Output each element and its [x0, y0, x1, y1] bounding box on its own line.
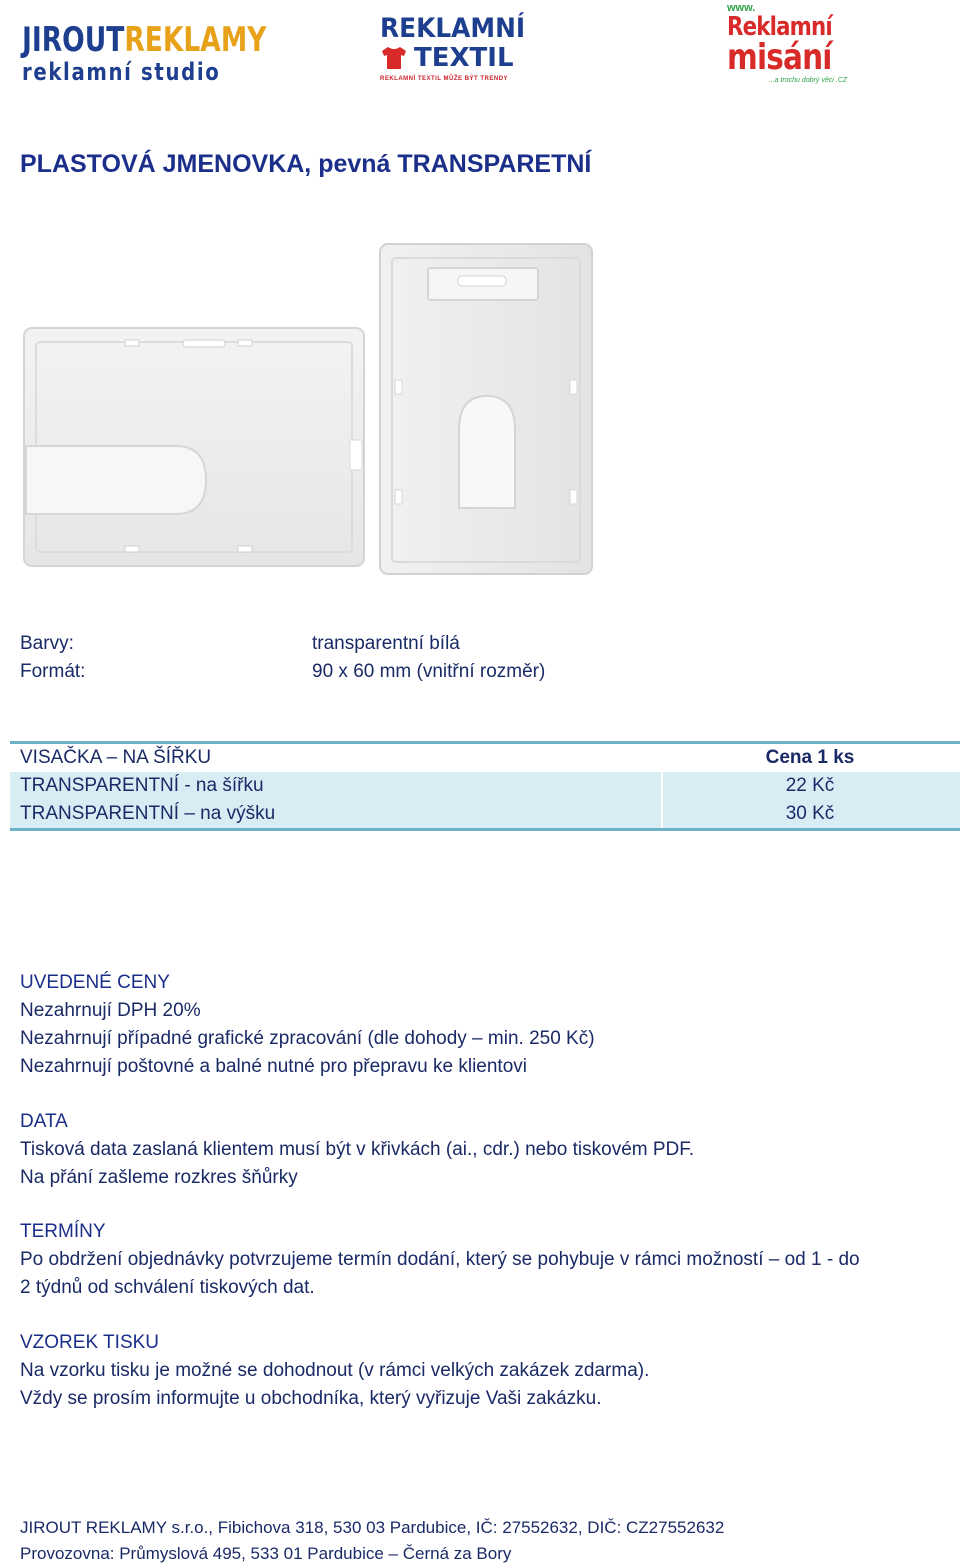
logo-reklamy-text: REKLAMY: [124, 20, 267, 60]
price-row-name: TRANSPARENTNÍ – na výšku: [20, 803, 276, 824]
footer-company-line: JIROUT REKLAMY s.r.o., Fibichova 318, 530 03 Pardubice, IČ: 27552632, DIČ: CZ27552632: [20, 1518, 725, 1537]
price-table-bottom-rule: [10, 828, 960, 831]
data-line: Tisková data zaslaná klientem musí být v křivkách (ai., cdr.) nebo tiskovém PDF.: [20, 1139, 695, 1160]
price-table-header-row: [10, 744, 960, 772]
horizontal-badge-holder-image: [24, 328, 364, 566]
data-line: Na přání zašleme rozkres šňůrky: [20, 1167, 298, 1188]
spec-label-colors: Barvy:: [20, 633, 74, 654]
tshirt-icon: [380, 46, 408, 70]
section-heading-sample: VZOREK TISKU: [20, 1332, 160, 1353]
terms-line: 2 týdnů od schválení tiskových dat.: [20, 1277, 315, 1298]
spec-label-format: Formát:: [20, 661, 86, 682]
sample-line: Vždy se prosím informujte u obchodníka, který vyřizuje Vaši zakázku.: [20, 1388, 602, 1409]
table-row: [10, 772, 960, 800]
sample-line: Na vzorku tisku je možné se dohodnout (v rámci velkých zakázek zdarma).: [20, 1360, 650, 1381]
price-table: [10, 741, 960, 831]
prices-line: Nezahrnují případné grafické zpracování (dle dohody – min. 250 Kč): [20, 1028, 595, 1049]
table-row: [10, 800, 960, 828]
prices-line: Nezahrnují poštovné a balné nutné pro přepravu ke klientovi: [20, 1056, 527, 1077]
price-table-header-price: Cena 1 ks: [765, 747, 855, 768]
product-title: PLASTOVÁ JMENOVKA, pevná TRANSPARETNÍ: [20, 150, 592, 178]
section-heading-terms: TERMÍNY: [20, 1221, 106, 1242]
vertical-badge-holder-image: [380, 244, 592, 574]
logo-jirout-text: JIROUT: [22, 20, 125, 60]
price-row-price: 22 Kč: [785, 775, 835, 796]
footer-address-line: Provozovna: Průmyslová 495, 533 01 Pardubice – Černá za Bory: [20, 1544, 512, 1563]
reklamni-textil-logo: [380, 14, 540, 90]
section-heading-prices: UVEDENÉ CENY: [20, 972, 170, 993]
logo-textil-tagline: REKLAMNÍ TEXTIL MŮŽE BÝT TRENDY: [380, 76, 509, 82]
price-row-price: 30 Kč: [785, 803, 835, 824]
prices-line: Nezahrnují DPH 20%: [20, 1000, 201, 1021]
product-images: [0, 240, 960, 580]
logo-misani-line2: misání: [727, 37, 832, 78]
logo-misani-www: www.: [727, 2, 756, 14]
logo-misani-tagline: ...a trochu dobrý věci .CZ: [768, 77, 847, 84]
jirout-reklamy-logo: [22, 20, 267, 92]
reklamni-misani-logo: [727, 2, 847, 92]
section-heading-data: DATA: [20, 1111, 68, 1132]
price-table-column-divider: [661, 772, 663, 828]
price-row-name: TRANSPARENTNÍ - na šířku: [20, 775, 264, 796]
logo-misani-line1: Reklamní: [727, 12, 832, 42]
spec-value-colors: transparentní bílá: [312, 633, 460, 654]
price-table-header-name: VISAČKA – NA ŠÍŘKU: [20, 747, 212, 768]
spec-value-format: 90 x 60 mm (vnitřní rozměr): [312, 661, 546, 682]
logo-textil-line2: TEXTIL: [414, 43, 514, 73]
terms-line: Po obdržení objednávky potvrzujeme termín dodání, který se pohybuje v rámci možností – od 1 - do: [20, 1249, 860, 1270]
logo-studio-text: reklamní studio: [22, 58, 221, 86]
logo-textil-line1: REKLAMNÍ: [380, 13, 526, 44]
